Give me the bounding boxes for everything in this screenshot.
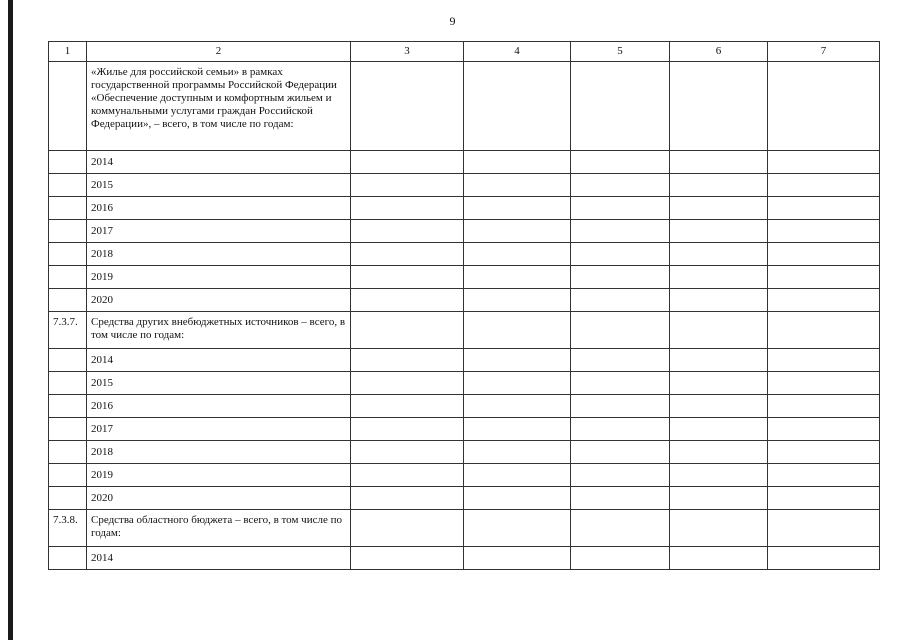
year-cell: 2020 <box>87 487 351 510</box>
page-number: 9 <box>449 14 456 28</box>
row-number-cell <box>49 395 87 418</box>
value-cell <box>571 266 670 289</box>
row-number-cell <box>49 243 87 266</box>
header-cell: 2 <box>87 42 351 62</box>
value-cell <box>464 418 571 441</box>
value-cell <box>768 220 880 243</box>
value-cell <box>464 349 571 372</box>
row-number-cell <box>49 547 87 570</box>
value-cell <box>351 289 464 312</box>
value-cell <box>571 547 670 570</box>
table-row <box>49 151 880 174</box>
value-cell <box>351 464 464 487</box>
table-row <box>49 547 880 570</box>
year-cell: 2014 <box>87 547 351 570</box>
table-row <box>49 243 880 266</box>
row-number-cell <box>49 220 87 243</box>
year-cell: 2016 <box>87 197 351 220</box>
table-row <box>49 312 880 349</box>
table-row <box>49 441 880 464</box>
value-cell <box>571 510 670 547</box>
value-cell <box>351 372 464 395</box>
value-cell <box>768 62 880 151</box>
year-cell: 2015 <box>87 174 351 197</box>
year-cell: 2018 <box>87 243 351 266</box>
value-cell <box>351 418 464 441</box>
table-row <box>49 349 880 372</box>
value-cell <box>351 243 464 266</box>
value-cell <box>571 289 670 312</box>
value-cell <box>768 197 880 220</box>
value-cell <box>571 312 670 349</box>
value-cell <box>670 547 768 570</box>
table-row <box>49 487 880 510</box>
value-cell <box>670 487 768 510</box>
row-number-cell <box>49 289 87 312</box>
value-cell <box>464 441 571 464</box>
table-row <box>49 62 880 151</box>
value-cell <box>464 289 571 312</box>
value-cell <box>464 197 571 220</box>
row-number-cell <box>49 349 87 372</box>
value-cell <box>670 220 768 243</box>
value-cell <box>768 243 880 266</box>
value-cell <box>351 441 464 464</box>
value-cell <box>768 174 880 197</box>
scan-edge-bar <box>8 0 13 640</box>
value-cell <box>464 372 571 395</box>
header-cell: 7 <box>768 42 880 62</box>
description-cell: «Жилье для российской семьи» в рамках государственной программы Российской Федерации «Обеспечение доступным и комфортным жильем и коммунальными услугами граждан Российской Федерации», – всего, в том числе по годам: <box>87 62 351 151</box>
value-cell <box>571 441 670 464</box>
row-number-cell <box>49 464 87 487</box>
header-cell: 1 <box>49 42 87 62</box>
value-cell <box>351 220 464 243</box>
value-cell <box>571 372 670 395</box>
value-cell <box>768 349 880 372</box>
value-cell <box>768 441 880 464</box>
value-cell <box>670 372 768 395</box>
budget-table <box>48 41 880 570</box>
value-cell <box>768 464 880 487</box>
value-cell <box>670 418 768 441</box>
value-cell <box>464 395 571 418</box>
value-cell <box>571 174 670 197</box>
description-cell: Средства областного бюджета – всего, в том числе по годам: <box>87 510 351 547</box>
value-cell <box>768 266 880 289</box>
value-cell <box>571 62 670 151</box>
table-row <box>49 174 880 197</box>
header-cell: 3 <box>351 42 464 62</box>
row-number-cell <box>49 418 87 441</box>
value-cell <box>670 174 768 197</box>
value-cell <box>464 547 571 570</box>
row-number-cell: 7.3.8. <box>49 510 87 547</box>
value-cell <box>768 289 880 312</box>
value-cell <box>351 151 464 174</box>
value-cell <box>670 62 768 151</box>
year-cell: 2014 <box>87 151 351 174</box>
value-cell <box>768 395 880 418</box>
value-cell <box>464 243 571 266</box>
value-cell <box>571 197 670 220</box>
value-cell <box>571 151 670 174</box>
value-cell <box>670 510 768 547</box>
value-cell <box>670 243 768 266</box>
header-cell: 5 <box>571 42 670 62</box>
value-cell <box>670 312 768 349</box>
value-cell <box>768 510 880 547</box>
year-cell: 2019 <box>87 266 351 289</box>
year-cell: 2015 <box>87 372 351 395</box>
header-cell: 6 <box>670 42 768 62</box>
value-cell <box>351 487 464 510</box>
value-cell <box>571 243 670 266</box>
table-row <box>49 418 880 441</box>
value-cell <box>464 510 571 547</box>
row-number-cell <box>49 197 87 220</box>
value-cell <box>571 464 670 487</box>
row-number-cell: 7.3.7. <box>49 312 87 349</box>
value-cell <box>351 510 464 547</box>
value-cell <box>571 220 670 243</box>
year-cell: 2017 <box>87 220 351 243</box>
value-cell <box>464 464 571 487</box>
value-cell <box>351 174 464 197</box>
table-row <box>49 266 880 289</box>
value-cell <box>571 349 670 372</box>
table-row <box>49 395 880 418</box>
value-cell <box>670 464 768 487</box>
value-cell <box>768 312 880 349</box>
table-row <box>49 510 880 547</box>
row-number-cell <box>49 372 87 395</box>
table-row <box>49 197 880 220</box>
value-cell <box>464 266 571 289</box>
value-cell <box>571 418 670 441</box>
row-number-cell <box>49 174 87 197</box>
value-cell <box>351 547 464 570</box>
row-number-cell <box>49 62 87 151</box>
header-cell: 4 <box>464 42 571 62</box>
table-row <box>49 289 880 312</box>
value-cell <box>464 62 571 151</box>
value-cell <box>768 418 880 441</box>
year-cell: 2016 <box>87 395 351 418</box>
value-cell <box>670 151 768 174</box>
value-cell <box>670 349 768 372</box>
value-cell <box>464 151 571 174</box>
year-cell: 2014 <box>87 349 351 372</box>
value-cell <box>351 349 464 372</box>
value-cell <box>351 395 464 418</box>
value-cell <box>768 487 880 510</box>
value-cell <box>670 395 768 418</box>
value-cell <box>351 62 464 151</box>
value-cell <box>571 395 670 418</box>
value-cell <box>768 151 880 174</box>
value-cell <box>351 197 464 220</box>
year-cell: 2019 <box>87 464 351 487</box>
description-cell: Средства других внебюджетных источников – всего, в том числе по годам: <box>87 312 351 349</box>
year-cell: 2017 <box>87 418 351 441</box>
table-row <box>49 372 880 395</box>
value-cell <box>351 266 464 289</box>
table-row <box>49 464 880 487</box>
value-cell <box>464 220 571 243</box>
value-cell <box>670 197 768 220</box>
value-cell <box>670 266 768 289</box>
table-row <box>49 220 880 243</box>
value-cell <box>768 547 880 570</box>
row-number-cell <box>49 266 87 289</box>
value-cell <box>464 174 571 197</box>
value-cell <box>351 312 464 349</box>
year-cell: 2020 <box>87 289 351 312</box>
value-cell <box>464 487 571 510</box>
value-cell <box>571 487 670 510</box>
row-number-cell <box>49 151 87 174</box>
row-number-cell <box>49 441 87 464</box>
value-cell <box>464 312 571 349</box>
value-cell <box>670 289 768 312</box>
year-cell: 2018 <box>87 441 351 464</box>
table-header-row <box>49 42 880 62</box>
row-number-cell <box>49 487 87 510</box>
value-cell <box>768 372 880 395</box>
value-cell <box>670 441 768 464</box>
